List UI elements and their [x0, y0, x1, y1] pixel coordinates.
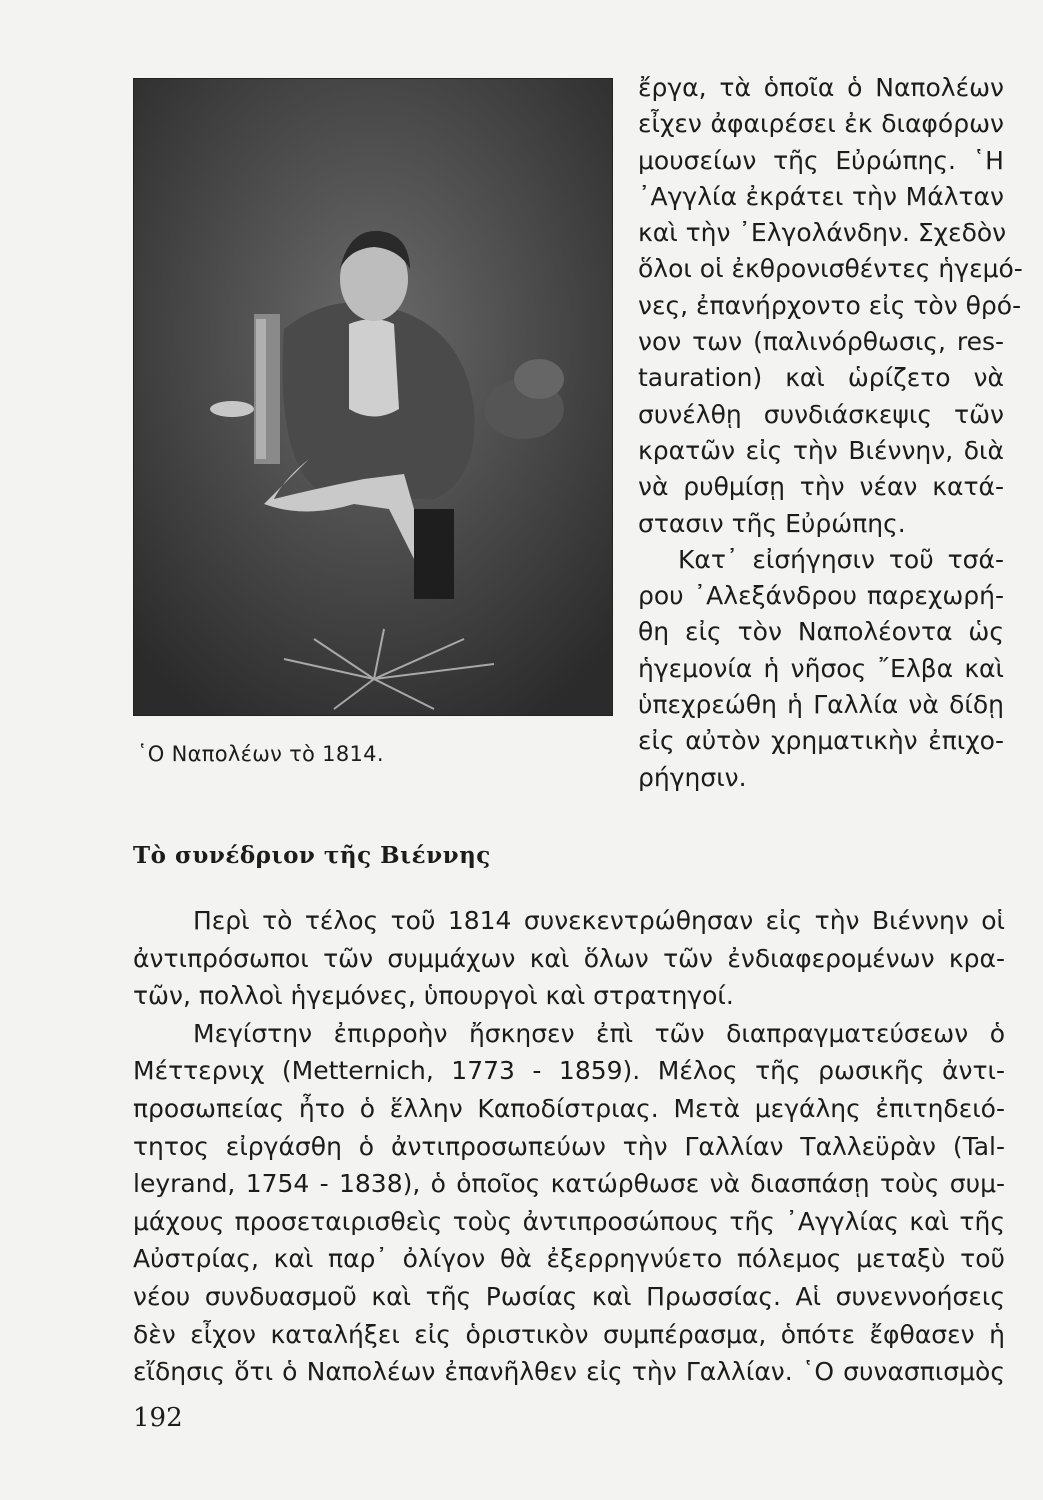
body-line: τητος εἰργάσθη ὁ ἀντιπροσωπεύων τὴν Γαλλίαν Ταλλεϋρὰν (Tal-	[133, 1131, 1005, 1161]
napoleon-portrait-image	[133, 78, 613, 716]
side-line: νὰ ρυθμίσῃ τὴν νέαν κατά-	[638, 472, 1004, 502]
body-line: δὲν εἶχον καταλήξει εἰς ὁριστικὸν συμπέρασμα, ὁπότε ἔφθασεν ἡ	[133, 1319, 1005, 1349]
side-line: εἰς αὐτὸν χρηματικὴν ἐπιχο-	[638, 726, 1004, 756]
side-line: ρήγησιν.	[638, 762, 747, 792]
side-line: νον των (παλινόρθωσις, res-	[638, 327, 1004, 357]
side-line: ἡγεμονία ἡ νῆσος ῎Ελβα καὶ	[638, 653, 1004, 683]
body-line: εἴδησις ὅτι ὁ Ναπολέων ἐπανῆλθεν εἰς τὴν Γαλλίαν. ῾Ο συνασπισμὸς	[133, 1357, 1005, 1387]
section-heading: Τὸ συνέδριον τῆς Βιέννης	[133, 842, 491, 869]
side-line: στασιν τῆς Εὐρώπης.	[638, 508, 906, 538]
side-line: εἶχεν ἀφαιρέσει ἐκ διαφόρων	[638, 109, 1004, 139]
body-line: ἀντιπρόσωποι τῶν συμμάχων καὶ ὅλων τῶν ἐνδιαφερομένων κρα-	[133, 943, 1005, 973]
portrait-icon	[134, 79, 612, 715]
side-line: ὑπεχρεώθη ἡ Γαλλία νὰ δίδῃ	[638, 690, 1004, 720]
body-line: νέου συνδυασμοῦ καὶ τῆς Ρωσίας καὶ Πρωσσίας. Αἱ συνεννοήσεις	[133, 1281, 1005, 1311]
body-line: Αὐστρίας, καὶ παρ᾿ ὀλίγον θὰ ἐξερρηγνύετο πόλεμος μεταξὺ τοῦ	[133, 1244, 1005, 1274]
body-text	[133, 902, 1005, 1391]
side-line: νες, ἐπανήρχοντο εἰς τὸν θρό-	[638, 290, 1022, 320]
body-line: τῶν, πολλοὶ ἡγεμόνες, ὑπουργοὶ καὶ στρατηγοί.	[133, 981, 734, 1011]
side-line: tauration) καὶ ὡρίζετο νὰ	[638, 363, 1004, 393]
page-number: 192	[133, 1403, 183, 1433]
body-line: μάχους προσεταιρισθεὶς τοὺς ἀντιπροσώπους τῆς ᾿Αγγλίας καὶ τῆς	[133, 1206, 1005, 1236]
side-line: ρου ᾿Αλεξάνδρου παρεχωρή-	[638, 581, 1004, 611]
side-line: θη εἰς τὸν Ναπολέοντα ὡς	[638, 617, 1004, 647]
body-line: leyrand, 1754 - 1838), ὁ ὁποῖος κατώρθωσε νὰ διασπάσῃ τοὺς συμ-	[133, 1169, 1005, 1199]
body-line: Περὶ τὸ τέλος τοῦ 1814 συνεκεντρώθησαν εἰς τὴν Βιέννην οἱ	[193, 906, 1005, 935]
side-text-column	[638, 70, 1023, 796]
side-line: μουσείων τῆς Εὐρώπης. ῾Η	[638, 145, 1004, 175]
side-line: συνέλθῃ συνδιάσκεψις τῶν	[638, 399, 1004, 429]
side-line: Κατ᾿ εἰσήγησιν τοῦ τσά-	[678, 544, 1004, 574]
body-line: προσωπείας ἦτο ὁ ἕλλην Καποδίστριας. Μετὰ μεγάλης ἐπιτηδειό-	[133, 1093, 1005, 1123]
body-line: Μέττερνιχ (Metternich, 1773 - 1859). Μέλος τῆς ρωσικῆς ἀντι-	[133, 1056, 1005, 1086]
body-line: Μεγίστην ἐπιρροὴν ἤσκησεν ἐπὶ τῶν διαπραγματεύσεων ὁ	[193, 1018, 1005, 1048]
side-line: ὅλοι οἱ ἐκθρονισθέντες ἡγεμό-	[638, 254, 1023, 284]
side-line: κρατῶν εἰς τὴν Βιέννην, διὰ	[638, 435, 1004, 465]
side-line: ᾿Αγγλία ἐκράτει τὴν Μάλταν	[638, 181, 1004, 211]
side-line: ἔργα, τὰ ὁποῖα ὁ Ναπολέων	[638, 73, 1004, 102]
figure-caption: ῾Ο Ναπολέων τὸ 1814.	[137, 742, 384, 766]
side-line: καὶ τὴν ᾿Ελγολάνδην. Σχεδὸν	[638, 218, 1007, 248]
